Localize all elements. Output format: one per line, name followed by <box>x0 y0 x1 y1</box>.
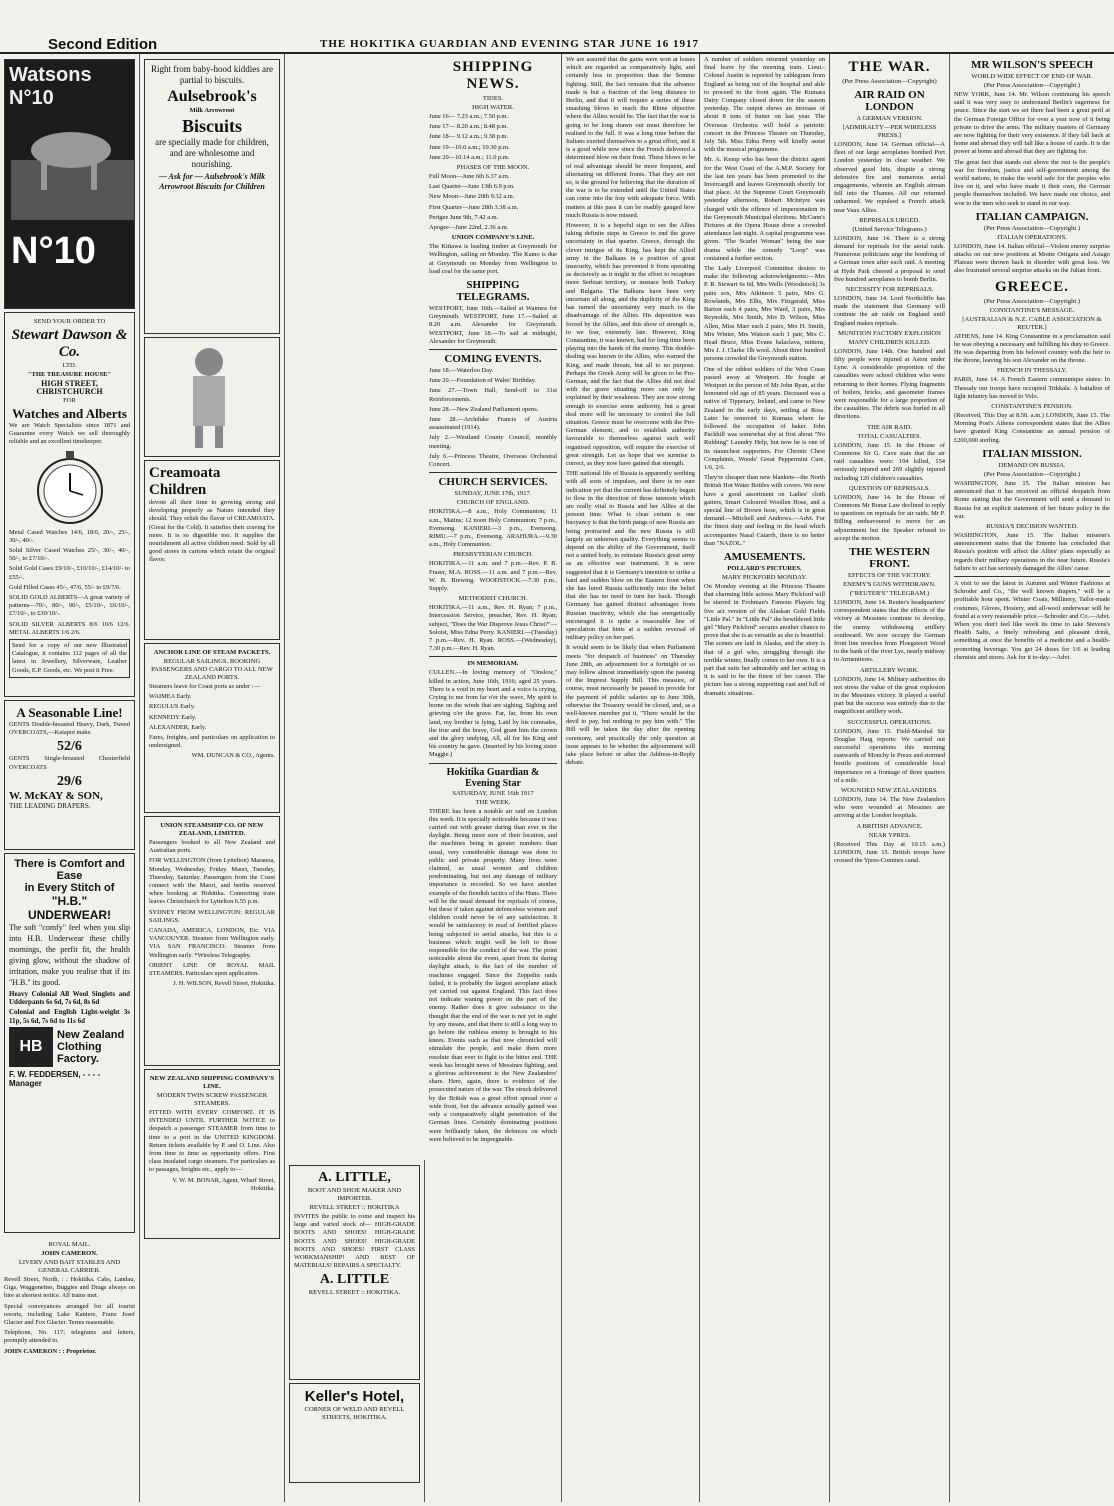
little-addr: REVELL STREET :: HOKITIKA <box>309 1204 400 1211</box>
event-row: June 18.—Waterloo Day. <box>429 367 494 375</box>
cameron-tel: Telephone, No. 117; telegrams and letters, promptly attended to. <box>4 1329 135 1345</box>
wilson-assoc: (Per Press Association—Copyright.) <box>983 82 1081 89</box>
british-advance-body: (Received This Day at 10.15 a.m.) LONDON, June 15. British troops have crossed the Ypres-Comines canal. <box>834 840 945 864</box>
constantine-label: CONSTANTINE'S MESSAGE. <box>989 306 1075 314</box>
anchor-agent: WM. DUNCAN & CO., Agents. <box>191 752 275 760</box>
artillery-body: LONDON, June 14. Military authorities do not stress the value of the great explosion in the Messines victory. It played a useful part but the success was entirely due to the magnificent artillery work. <box>834 675 945 716</box>
mckay-ad <box>4 700 135 850</box>
moon-row: Last Quarter—June 13th 6.9 p.m. <box>429 183 515 191</box>
church-title: CHURCH SERVICES. <box>438 476 548 489</box>
kellers-addr: CORNER OF WELD AND REVELL STREETS, HOKITIKA. <box>304 1406 405 1421</box>
ucc-label: UNION COMPANY'S LINE. <box>451 234 535 242</box>
masthead <box>0 0 1114 54</box>
mckay-price1: 52/6 <box>57 739 82 755</box>
enemy-guns-label: ENEMY'S GUNS WITHDRAWN. <box>843 580 936 588</box>
tide-row: June 17— 8.20 a.m.; 8.48 p.m. <box>429 123 508 131</box>
church-date: SUNDAY, JUNE 17th, 1917. <box>454 490 532 498</box>
hb-clothing: Clothing <box>57 1040 102 1053</box>
creamoata-brand: Creamoata Children <box>149 465 221 498</box>
col4-para2: However, it is a hopeful sign to see the Allies taking definite steps in Greece to end the grave uncertainty in that quarter. Greece, through the clever intrigue of its King, has kept the Allied army in the Balkans in a position of great insecurity, which has prevented it from operating as decisively as it might in the effort to recapture more Serbian territory, or menace both Turkey and Bulgaria. The Balkans have been very uncertain all along, and the duplicity of the King has turned the uncertainty very much to the disadvantage of the Allies. His deposition was forced by the Allies, and this show of strength is, to we fear, extremely late. However, King Constantine, it was known, had for long time been playing into the hands of the enemy. This double-dealing was known to the Allies, who warned the King, and made threats, but all to no purpose. Perhaps the Greek Army will be given to be Pro-German, and the fact that the Allies did not deal with the grave situating more can only be explained by their weakness. They are now strong enough to exercise some authority, but a great deal more will be necessary to control the full situation. Greece must be overcome with the Pro-German element, and to establish authority favourable to themselves against such well organised opposition, will require the exercise of great strength. Let us hope that we surmise is correct, as they now have gained that strength. <box>566 222 695 467</box>
watsons-brand: Watsons N°10 <box>9 64 92 109</box>
anchor-head: ANCHOR LINE OF STEAM PACKETS. <box>153 649 271 656</box>
shipping-telegrams-title: SHIPPING TELEGRAMS. <box>456 279 530 304</box>
gv-body: LONDON, June 14. German official—A fleet of our large aeroplanes bombed Port London yesterday in clear weather. We observed good hits, despite a strong defensive fire and numerous aerial engagements, wherein an English airman fell into the Thames. All our returned unharmed. We repulsed a French attack near Vaux Allies. <box>834 141 945 214</box>
union-sydney: SYDNEY FROM WELLINGTON: REGULAR SAILINGS. <box>149 908 275 924</box>
nameplate: Hokitika Guardian & Evening Star <box>446 766 540 789</box>
leader-week: THE WEEK. <box>475 798 511 806</box>
horse-illustration <box>11 100 135 220</box>
anchor-sub: REGULAR SAILINGS. BOOKING PASSENGERS AND CARGO TO ALL NEW ZEALAND PORTS. <box>151 658 273 681</box>
col7-advt: A visit to see the latest in Autumn and Winter Fashions at Schroder and Co., "the well known drapers," will be a profitable hour spent. Winter Coats, Millinery, Tailor-made costumes, Gloves, Hosiery, and all-wool underwear will be found at a very reasonable price.—Schroder and Co.—Advt. When you don't feel like work its time to take Stevens's Health Salts, a finely refreshing and pleasant drink, something at once the benefits of a medicine and a health-promoting beverage. You get 24 doses for 1/6 at leading chemists and stores. Ask for it to-day.—Advt. <box>954 579 1110 661</box>
british-advance-label: A BRITISH ADVANCE. <box>856 822 923 830</box>
nzs-sub: MODERN TWIN SCREW PASSENGER STEAMERS. <box>156 1092 268 1107</box>
reprisals-tag: (United Service Telegrams.) <box>852 225 927 233</box>
watsons-ad <box>4 59 135 309</box>
necessity-label: NECESSITY FOR REPRISALS. <box>845 286 934 294</box>
filled-watches: Gold Filled Cases 45/-, 47/6, 55/- to £9/7/6. <box>9 583 121 591</box>
little-line: BOOT AND SHOE MAKER AND IMPORTER. <box>307 1187 402 1202</box>
mckay-line2: GENTS Single-breasted Chesterfield OVERCOATS <box>9 755 130 771</box>
moon-row: Full Moon—June 6th 6.37 a.m. <box>429 173 510 181</box>
wf-tag: ("REUTER'S" TELEGRAM.) <box>849 589 930 597</box>
aulsebrook-big: Biscuits <box>181 116 242 136</box>
memoriam-body: CULLEN.—In loving memory of "Onslow," killed in action, June 16th, 1916; aged 25 years. There is a void in my heart and a voice is crying, Crying to me from far o'er the wave, My spirit is borne on the winds that are sighing, Sighing and grieving o'er the grave. Far, far, from his own land, my brother is lying, Laid by his comrades, the true and the brave, God grant him the crown and the glory undying, All, all for his King and his country he gave. (Inserted by his loving sister Maggie.) <box>429 669 557 759</box>
tide-row: June 19—10.0 a.m.; 10.30 p.m. <box>429 143 510 151</box>
pres-label: PRESBYTERIAN CHURCH. <box>453 551 533 559</box>
col5-para6: On Monday evening at the Princess Theatre that charming little actress Mary Pickford will be starred in Frohman's Famous Players big five act version of the Alaskan Gold Fields "Little Pal." In "Little Pal" the bewildered little girl "Mary Pickford" secures another chance to prove that she is as versatile as she is beautiful. The scenes are laid in Alaska, and the story is that of a girl who, struggling through the terrible winter, finally comes to her own. It is a part that suits her admirably and her acting in it is said to be the finest of her career. The picture has a strong supporting cast and full of dramatic situations. <box>704 582 825 697</box>
gold-alberts: SOLID GOLD ALBERTS—A great variety of patterns—70/-, 80/-, 90/-, £5/10/-, £6/10/-, £7/10/-, to £30/10/-. <box>9 594 130 618</box>
anchor-ship-2: REGULUS Early. <box>149 703 196 711</box>
mckay-price2: 29/6 <box>57 773 82 789</box>
child-figure-icon <box>149 342 269 452</box>
catalogue-note: Send for a copy of our new Illustrated Catalogue, it contains 112 pages of all the latest in Jewellery, Silverware, Leather Goods, E.P. Goods, etc. We post it Free. <box>9 639 130 678</box>
memoriam-title: IN MEMORIAM. <box>467 660 519 668</box>
kellers-name: Keller's Hotel, <box>304 1388 405 1405</box>
union-orient: ORIENT LINE OF ROYAL MAIL STEAMERS. Particulars upon application. <box>149 961 275 978</box>
many-killed-label: MANY CHILDREN KILLED. <box>848 338 931 346</box>
column-3 <box>425 54 562 1502</box>
greece-heading: GREECE. <box>994 278 1070 295</box>
cameron-body: Revell Street, North, : : Hokitika. Cabs, Landau, Gigs, Waggonettes, Buggies and Drags always on hire at shortest notice. All trains met. <box>4 1276 135 1300</box>
munition-body: LONDON, June 14th. One hundred and fifty people were injured at Aston under Lyne. A considerable proportion of the casualties were school children who were returning to their homes. Flying fragments of boilers, bricks, and gasometer frames were responsible for a large proportion of the casualties. The debris was hurled in all directions. <box>834 347 945 421</box>
russia-body: WASHINGTON, June 15. The Italian mission's announcement states that the Entente has concluded that Russia's position will affect the Allies' plans especially as regards their military operations in the near future. Russia's failure to act has seriously damaged the Allies' cause. <box>954 531 1110 572</box>
successful-label: SUCCESSFUL OPERATIONS. <box>847 718 932 726</box>
hb-body: The soft "comfy" feel when you slip into H.B. Underwear these chilly mornings, the perfit fit, the health giving glow, without the shadow of irritation, make you realise that if its "H.B." its good. <box>9 923 130 987</box>
italian-mission-body: WASHINGTON, June 15. The Italian mission has announced that it has received an official despatch from Rome stating that the Government will send a demand to Russia for an explicit statement of her future policy in the war. <box>954 479 1110 520</box>
question-reprisals-label: QUESTION OF REPRISALS. <box>848 484 931 492</box>
baby-ask: — Ask for — Aulsebrook's Milk Arrowroot Biscuits for Children <box>158 172 266 191</box>
meth-label: METHODIST CHURCH. <box>458 595 528 603</box>
cameron-ad <box>4 1236 135 1356</box>
hb-manager: F. W. FEDDERSEN, - - - - Manager <box>9 1069 101 1088</box>
total-casualties-label: TOTAL CASUALTIES. <box>857 432 922 440</box>
amusements-title: AMUSEMENTS. <box>723 550 806 563</box>
stewart-street: HIGH STREET, CHRISTCHURCH <box>36 379 103 396</box>
war-title: THE WAR. <box>848 59 931 75</box>
greece-assoc: (Per Press Association—Copyright.) <box>983 297 1081 305</box>
event-row: June 28.—New Zealand Parliament opens. <box>429 405 539 413</box>
union-steamship-ad <box>144 816 280 1066</box>
shipping-body: The Kittawa is leading timber at Greymouth for Wellington, sailing on Monday. The Kamo is due at Greymouth on Monday from Wellington to load coal for the same port. <box>429 243 557 275</box>
western-front-heading: THE WESTERN FRONT. <box>849 545 930 570</box>
reprisals-body: LONDON, June 14. There is a strong demand for reprisals for the aerial raids. Numerous politicians urge the bombing of a German town after each raid. A meeting at Hyde Park cheered a proposal to send five hundred aeroplanes to bomb Berlin. <box>834 234 945 283</box>
stewart-for: FOR <box>63 397 76 404</box>
nzs-agent: V. W. M. BONAR, Agent, Wharf Street, Hokitika. <box>172 1176 275 1192</box>
mckay-headline: A Seasonable Line! <box>16 705 123 720</box>
union-agent: J. H. WILSON, Revell Street, Hokitika. <box>173 980 275 988</box>
stewart-name: Stewart Dawson & Co. <box>11 327 128 360</box>
send-order-label: SEND YOUR ORDER TO <box>33 318 106 325</box>
little-sign: A. LITTLE <box>319 1272 390 1288</box>
pocket-watch-icon <box>35 449 105 527</box>
stewart-body: We are Watch Specialists since 1871 and Guarantee every Watch we sell thoroughly reliable and an excellent timekeeper. <box>9 422 130 446</box>
anchor-ship-4: ALEXANDER, Early. <box>149 723 207 731</box>
moon-phases-label: PHASES OF THE MOON. <box>456 164 530 172</box>
union-wellington: FOR WELLINGTON (from Lyttelton) Maranoa, Monday, Wednesday, Friday. Maori, Tuesday, Thursday, Saturday. Passengers from the Coast connect with the Maori, and berths reserved when booking at Hokitika. Connecting train leaves Christchurch for Lyttelton 6.55 p.m. <box>149 857 275 906</box>
nzs-head: NEW ZEALAND SHIPPING COMPANY'S LINE. <box>149 1075 275 1090</box>
wilson-sub: WORLD WIDE EFFECT OF END OF WAR. <box>971 73 1093 80</box>
hb-head2: in Every Stitch of <box>24 882 115 894</box>
col5-para1: A number of soldiers returned yesterday on final leave by the morning train. Lieut.-Colonel Austin is reported by cablegram from England as being out of the hospital and able to proceed to the front again. The Kumara Dairy Company closed down for the season yesterday. The output shows an increase of about 8 tons of butter on last year. The Overseas Orchestra will hold a patriotic concert in the Princess Theatre on Thursday, July 5th. Miss Edna Perry will kindly assist with the musical programme. <box>704 56 825 154</box>
union-body: Passengers booked to all New Zealand and Australian ports. <box>149 839 275 855</box>
german-version-label: A GERMAN VERSION. <box>856 115 923 122</box>
tide-row: June 16— 7.23 a.m.; 7.50 p.m. <box>429 113 508 120</box>
nz-shipping-ad <box>144 1069 280 1239</box>
cameron-name: JOHN CAMERON. <box>41 1250 98 1257</box>
event-row: July 2.—Westland County Council, monthly meeting. <box>429 434 557 450</box>
hb-logo: HB <box>9 1027 53 1067</box>
col5-para3: The Lady Liverpool Committee desires to make the following acknowledgments:—Mrs P. R. Stewart 6s 6d, Mrs Wells (Woodstock) 3s pairs sox, Mrs Atkinson 5 pairs, Mrs G. Rowlands, Mrs Ellis, Mrs Fitzgerald, Miss Barton each 4 pairs, Mrs Ward, 3 pairs, Mrs Reynolds, Mrs Smith, Mrs D. Wilson, Miss Allen, Miss Marr each 2 pairs, Mrs H. Smith, Mrs Winter, Mrs Watson each 1 pair, Mrs C. Head Bruce, Miss Evans balaclava, mittens, Mrs J. J. Clarke 1lb wool. About three hundred persons crowded the Greymouth station. <box>704 265 825 363</box>
metal-watches: Metal Cased Watches 14/6, 18/6, 20/-, 25/-, 30/-, 40/-. <box>9 528 130 544</box>
little-name: A. LITTLE, <box>318 1170 391 1185</box>
coe-body: HOKITIKA.—8 a.m., Holy Communion; 11 a.m., Matins; 12 noon Holy Communion; 7 p.m., Evensong. KANIERI.—3 p.m., Evensong. RIMU.—7 p.m., Evensong. ARAHURA.—9.30 a.m., Holy Communion. <box>429 508 557 549</box>
munition-label: MUNITION FACTORY EXPLOSION <box>838 329 941 337</box>
anchor-body: Steamers leave for Coast ports as under :— <box>149 683 260 690</box>
constantine-tag: [AUSTRALIAN & N.Z. CABLE ASSOCIATION & REUTER.] <box>962 315 1102 331</box>
cameron-line: LIVERY AND BAIT STABLES AND GENERAL CARRIER. <box>18 1259 121 1274</box>
cameron-sign: JOHN CAMERON : : Proprietor. <box>4 1347 97 1355</box>
mckay-firm: W. McKAY & SON, <box>9 789 103 802</box>
total-casualties-body: LONDON, June 15. In the House of Commons Sir G. Cave state that the air raid casualties were: 104 killed, 154 seriously injured and 269 slightly injured including 120 children's casualties. <box>834 441 945 482</box>
coe-label: CHURCH OF ENGLAND. <box>456 499 530 507</box>
wilson-title: MR WILSON'S SPEECH <box>970 59 1094 71</box>
nzs-body: FITTED WITH EVERY COMFORT. IT IS INTENDED UNTIL FURTHER NOTICE to despatch a passenger STEAMER from time to time to a port in the UNITED KINGDOM. Return tickets available by P. and O. Line. Also from time to time as opportunity offers. First class insulated cargo steamers. For particulars as to passages, freights etc., apply to— <box>149 1109 275 1174</box>
pollard-label: POLLARD'S PICTURES. <box>727 564 802 572</box>
wf-body: LONDON, June 14. Reuter's headquarters' correspondent states that the effects of the victory at Messines continue to develop, the enemy withdrawing artillery southward. We now occupy the German front line trenches from Ploegsteert Wood to the bank of the river Lys, nearly midway to Armentieres. <box>834 598 945 664</box>
event-row: July 6.—Princess Theatre, Overseas Orchestral Concert. <box>429 452 557 469</box>
artillery-label: ARTILLERY WORK. <box>860 666 919 674</box>
nz-wounded-body: LONDON, June 14. The New Zealanders who were wounded at Messines are arriving at the London hospitals. <box>834 795 945 820</box>
shipping-telegrams-body: WESTPORT, June 16th.—Sailed at Waimea for Greymouth. WESTPORT, June 17.—Sailed at 8.20 a.m. Alexander for Greymouth. WESTPORT, June 18.—To sail at midnight, Alexander for Greymouth. <box>429 305 557 345</box>
tides-label: TIDES. <box>482 95 504 102</box>
col4-para1: We are assured that the gains were won at losses which are regarded as comparatively light, and certainly less in proportion than the Somme fighting. Still, the fact remains that the advance made is but a fraction of the long distance to Berlin, and that it will require a series of these smashing blows to reach the Rhine objective where the Allies would be. The fact that the war is going to be long drawn out must therefore be realised to the full. It was a long time before the Italians exerted themselves to a great effort, and it is a good while now since the French delivered a determined blow on their front. These blows to be of real advantage should be more frequent, and alternating on different fronts. That they are not so, is the ground for believing that the duration of the war is to be extended until the United States can come into the fray with adequate force. With matters at this pass it can be readily gauged how much Russia is now missed. <box>566 56 695 219</box>
constantine-body: ATHENS, June 14. King Constantine in a proclamation said he was obeying a necessary and fulfilling his duty to Greece. He was departing from his beloved country with the heir to the throne, leaving his son Alexander on the throne. <box>954 332 1110 365</box>
hb-underwear-ad <box>4 853 135 1233</box>
aulsebrook-brand: Aulsebrook's <box>167 88 257 105</box>
leader-date: SATURDAY, JUNE 16th 1917 <box>452 789 534 797</box>
column-6 <box>830 54 950 1502</box>
wilson-body2: The great fact that stands out above the rest is the people's war for freedom, justice and self-government among the world nations, to make the world safe for the peoples who live on it, and who have made it their own, the German people themselves included. We have made our choice, and woe to the men who seek to stand in our way. <box>954 158 1110 207</box>
mary-label: MARY PICKFORD MONDAY. <box>722 573 807 581</box>
hb-wool: Heavy Colonial All Wool Singlets and Udderpants 6s 6d, 7s 6d, 8s 6d <box>9 990 130 1007</box>
mckay-tag: THE LEADING DRAPERS. <box>9 801 91 810</box>
stewart-dawson-ad <box>4 312 135 697</box>
hb-head1: There is Comfort and Ease <box>14 858 125 882</box>
demand-label: DEMAND ON RUSSIA. <box>998 461 1066 469</box>
tide-row: June 18— 9.12 a.m.; 9.38 p.m. <box>429 133 508 141</box>
italian-body: LONDON, June 14. Italian official—Violent enemy surprise attacks on our new positions at Monte Ortigara and Asiago Plateau were thrown back in disorder with great loss. We also frustrated several surprise attacks on the Julian front. <box>954 242 1110 275</box>
col4-para3: THE national life of Russia is apparently seething with all sorts of impulses, and there is no sure indication yet that the current has definitely begun to flow in the direction of those interests which are really vital to Russia and her Allies at the present time. What is clear certain is one buoyancy is that the birth pangs of new Russia are being protracted and the new Russia is still largely an unknown quality. Everything seems to depend on the ability of the Government, itself not a united body, to reinstate Russia's great army as an effective war instrument. It is now suggested that it is Germany's intention to strike a hard and sudden blow on the Eastern front when she has lured Russia sufficiently into the belief that she has no need to turn her back. Though Germany has gained distinct advantages from Russian inactivity, which she has energetically encouraged it is quite a reasonable line of speculation that hints at a sudden reversal of military policy on her part. <box>566 470 695 642</box>
leader-body: THERE has been a notable air raid on London this week. It is specially noticeable because it was carried out with greater daring than ever in the daylight. Being more sure of their location, and the machines being in greater numbers than usual, very considerable damage was done to public and private property. Many lives were claimed, as usual women and children predominating, but not any damage of military importance is recorded. So we have another example of the fiendish tactics of the Huns. There will be the usual demand for reprisals of course, but these if taken against defenceless women and children could never be of any satisfaction. It would be satisfactory to read of fortified places being subjected to aerial attacks, but this is a business which might well be left to those responsible for the conduct of the war. The point noticeable about the event, apart from its daring daylight attack, is the fact of the number of machines engaged. Since the Zeppelin raids failed, it is probably the largest aeroplane attack yet carried out against England. This fact does not indicate waning power on the part of the enemy. Rather does it give substance to the thought that the end of the war is not yet in sight by any means, and that there is still a long way to go before the ruthless enemy is brought to his knees. Events such as that now chronicled will stimulate the people, and make them more resolute than ever to fight to the bitter end. THE week has brought news of Messines fighting, and a glorious achievement is the New Zealanders' share. Here, again, there is evidence of the prosecuted nature of the war. The struck delivered by the British was a great effort spread over a wide front, but the advance actually gained was only a comparatively slight penetration of the German lines. Certainly dominating positions were brilliantly taken, the defences on which were believed to be impregnable. <box>429 807 557 1143</box>
col5-para2: Mr. A. Kemp who has been the district agent for the West Coast of the A.M.P. Society for the last ten years has been promoted to the Invercargill and leaves Greymouth shortly for that place. At the Supreme Court Greymouth yesterday afternoon, Robert McIntyre was charged with the offence of impersonation in the Greymouth Municipal elections. McCann's Pictures at the Opera House drew a crowded attendance last night. A capital programme was given. "The Scarlet Woman" being the star drama while the comedy "Loop" was contained a further section. <box>704 156 825 262</box>
baby-text1: Right from baby-hood kiddies are partial to biscuits. <box>151 64 273 85</box>
high-water-label: HIGH WATER. <box>472 104 514 111</box>
column-7 <box>950 54 1114 1502</box>
near-ypres-label: NEAR YPRES. <box>868 831 911 839</box>
mckay-line1: GENTS Double-breasted Heavy, Dark, Tweed OVERCOATS,—Kaiapoi make. <box>9 721 130 737</box>
event-row: June 28.—Archduke Francis of Austria assassinated (1914). <box>429 416 557 432</box>
french-body: PARIS, June 14. A French Eastern communique states: In Thessaly our troops have occupied Trikkala. A battalion of light infantry has moved to Volo. <box>954 376 1110 400</box>
little-kellers-column <box>285 1160 425 1502</box>
pres-body: HOKITIKA.—11 a.m. and 7 p.m.—Rev. P. B. Fraser, M.A. ROSS.—11 a.m. and 7 p.m.—Rev. W. B. Brewing. WOODSTOCK.—7.30 p.m., Supply. <box>429 560 557 592</box>
tide-row: June 20—10.14 a.m.; 11.0 p.m. <box>429 153 510 161</box>
child-illustration <box>144 337 280 457</box>
the-air-raid-label: THE AIR RAID. <box>867 423 912 431</box>
column-4 <box>562 54 700 1502</box>
moon-row: New Moon—June 20th 9.32 a.m. <box>429 193 515 201</box>
cameron-head: ROYAL MAIL. <box>48 1241 91 1248</box>
cameron-special: Special conveyances arranged for all tourist resorts, including Lake Kaniere, Franz Josef Glacier and Fox Glacier. Terms reasonable. <box>4 1302 135 1327</box>
nz-wounded-label: WOUNDED NEW ZEALANDERS. <box>840 786 939 794</box>
aulsebrook-sub: Milk Arrowroot <box>189 107 235 114</box>
hb-head3: "H.B." UNDERWEAR! <box>27 894 112 922</box>
french-label: FRENCH IN THESSALY. <box>997 367 1067 375</box>
pension-label: CONSTANTINE'S PENSION. <box>991 403 1073 411</box>
hb-nz: New Zealand <box>57 1028 125 1041</box>
union-head: UNION STEAMSHIP CO. OF NEW ZEALAND, LIMITED. <box>160 822 264 837</box>
shipping-title: SHIPPING NEWS. <box>452 59 534 92</box>
creamoata-body: devote all their time to growing strong and developing properly as Nature intended they should. They relish the flavor of CREAMOATA. (Great for the Cold). It satisfies their craving for more. It is so digestible too. It supplies the nourishment all active children need. Sold by all good stores in cartons which retain the original flavor. <box>149 499 275 564</box>
necessity-body: LONDON, June 14. Lord Northcliffe has made the statement that Germany will continue the air raids on England until England makes reprisals. <box>834 295 945 327</box>
little-body: INVITES the public to come and inspect his large and varied stock of— HIGH-GRADE BOOTS AND SHOES! HIGH-GRADE BOOTS AND SHOES! HIGH-GRADE BOOTS AND SHOES! FIRST CLASS WORKMANSHIP! AND BEST OF MATERIALS! REPAIRS A SPECIALTY. <box>294 1213 415 1270</box>
italian-mission-assoc: (Per Press Association—Copyright.) <box>983 470 1081 478</box>
reprisals-label: REPRISALS URGED. <box>859 216 920 224</box>
col4-para4: It would seem to be likely that when Parliament meets "for despatch of business" on Thursday June 28th, an adjournment for a fortnight or so may follow almost immediately upon the passing of the Imprest Supply Bill. This measure, of course, must necessarily be passed to provide for the payment of public salaries up to June 30th, otherwise the Treasury would be closed, and, as a well-known member put it, "There would be the devil to pay, but nothing to pay him with." The Bill will be taken the day after the opening ceremony, and practically the only question at issue appears to be whether the adjournment will take place before or after the Address-in-Reply debate. <box>566 644 695 767</box>
italian-campaign-heading: ITALIAN CAMPAIGN. <box>975 210 1089 223</box>
stewart-ltd: LTD. <box>62 362 77 369</box>
column-2 <box>140 54 285 1502</box>
kellers-ad <box>289 1383 420 1483</box>
successful-body: LONDON, June 15. Field-Marshal Sir Douglas Haig reports: We carried out successful operations this morning eastwards of Monchy le Preux and stormed hostile positions of considerable local importance on a frontage of three quarters of a mile. <box>834 727 945 784</box>
anchor-line-ad <box>144 643 280 813</box>
event-row: June 20.—Foundation of Wales' Birthday. <box>429 377 536 385</box>
anchor-ship-3: KENNEDY Early. <box>149 713 197 721</box>
hb-factory: Factory. <box>57 1052 99 1065</box>
wilson-body1: NEW YORK, June 14. Mr. Wilson continuing his speech said it was very easy to understand Berlin's eagerness for peace. Since the start we set there had been a great peril at the German Foreign Office for over a year now of it being private to drive the arms. The military masters of Germany are now fighting for their very existence. If they fall back at home and abroad they will fall like a house of cards. It is the power at home and abroad that they are fighting for. <box>954 91 1110 156</box>
moon-row: Perigee June 9th, 7.42 a.m. <box>429 213 499 221</box>
little-addr2: REVELL STREET :: HOKITIKA. <box>308 1289 401 1297</box>
aulsebrook-ad <box>144 59 280 334</box>
column-5 <box>700 54 830 1502</box>
event-row: June 27.—Town Hall, Send-off to 31st Reinforcements. <box>429 387 557 403</box>
italian-ops-label: ITALIAN OPERATIONS. <box>997 233 1067 241</box>
creamoata-ad <box>144 460 280 640</box>
meth-body: HOKITIKA.—11 a.m., Rev. H. Ryan; 7 p.m., Intercession Service, preacher, Rev. H. Ryan; subject, "Does the War Disprove Jesus Christ?"—Soloist, Miss Edna Perry. KANIERI.—(Tuesday) 7 p.m.—Rev. H. Ryan. ROSS.—(Wednesday), 7.30 p.m.—Rev. H. Ryan. <box>429 604 557 653</box>
stewart-goods: Watches and Alberts <box>12 406 127 421</box>
question-reprisals-body: LONDON, June 14. In the House of Commons Mr Bonar Law declined to reply to questions on reprisals for air raids. Mr P. Billing endeavoured to move for an adjournment but the Speaker refused to accept the motion. <box>834 493 945 542</box>
air-raid-heading: AIR RAID ON LONDON <box>854 89 925 113</box>
silver-watches: Solid Silver Cased Watches 25/-, 30/-, 40/-, 50/-, to £7/10/-. <box>9 547 130 563</box>
moon-row: Apogee—June 22nd, 2.36 a.m. <box>429 224 509 232</box>
little-ad <box>289 1165 420 1380</box>
war-assoc: (Per Press Association—Copyright) <box>842 78 937 85</box>
effects-label: EFFECTS OF THE VICTORY. <box>847 571 932 579</box>
column-1 <box>0 54 140 1502</box>
russia-label: RUSSIA'S DECISION WANTED. <box>986 522 1078 530</box>
hb-light: Colonial and English Light-weight 3s 11p, 5s 6d, 7s 6d to 11s 6d <box>9 1008 130 1025</box>
col5-para5: They're cheaper than new blankets—the North British Hot Water Bottles with covers. We now have a good assortment on Ladies' cloth gaiters, Smart Coloured Woollen Hose, and a special line of Brown hose, which is in great demand.—Mitchell and Andrews.—Advt. For the finest duty and feeling in the head which accompanies Nasal Catarrh, there is no better than "NAZOL." <box>704 474 825 547</box>
gold-watches: Solid Gold Cases £9/10/-, £10/10/-, £14/10/- to £55/-. <box>9 565 130 581</box>
moon-row: First Quarter—June 28th 3.38 a.m. <box>429 203 519 211</box>
italian-mission-heading: ITALIAN MISSION. <box>982 447 1082 460</box>
pension-body: (Received, This Day at 8.50. a.m.) LONDON, June 15. The Morning Post's Athens correspondent states that the Allies have granted King Constantine an annual pension of £200,000 sterling. <box>954 412 1110 444</box>
anchor-fares: Fares, freights, and particulars on application to undersigned. <box>149 734 275 750</box>
edition-label: Second Edition <box>48 36 158 53</box>
events-title: COMING EVENTS. <box>444 353 542 366</box>
baby-text2: are specially made for children, and are wholesome and nourishing. <box>155 137 269 169</box>
silver-alberts: SOLID SILVER ALBERTS 8/6 10/6 12/6. METAL ALBERTS 1/6 2/6. <box>9 620 130 636</box>
newspaper-title: THE HOKITIKA GUARDIAN AND EVENING STAR JUNE 16 1917 <box>320 38 700 50</box>
anchor-ship-1: WAIMEA Early. <box>149 693 192 701</box>
gv-tag: [ADMIRALTY—PER WIRELESS PRESS.] <box>842 124 937 139</box>
union-canada: CANADA, AMERICA, LONDON, Etc. VIA VANCOUVER. Steamer from Wellington early. VIA SAN FRANCISCO: Steamer from Wellington early. *Wireless Telegraphy. <box>149 927 275 959</box>
stewart-house: "THE TREASURE HOUSE" <box>27 371 112 378</box>
italian-assoc: (Per Press Association—Copyright.) <box>983 224 1081 232</box>
col5-para4: One of the oddest soldiers of the West Coast passed away at Westport. He fought at Westport in the person of Mr John Ryan, at the honoured old age of 85 years. Deceased was a native of Tipperary, Ireland, and came to New Zealand in the early days, settling at Ross. Later he removed to Kumara where he followed the occupation of baker. John Packhill was somewhat shy at first about "No Rubbing" Laundry Help, but now he is one of its staunchest supporters. For Chronic Chest Complaints, Woods' Great Peppermint Cure, 1/6, 2/6. <box>704 365 825 471</box>
watsons-logo-text: N°10 <box>11 230 96 272</box>
